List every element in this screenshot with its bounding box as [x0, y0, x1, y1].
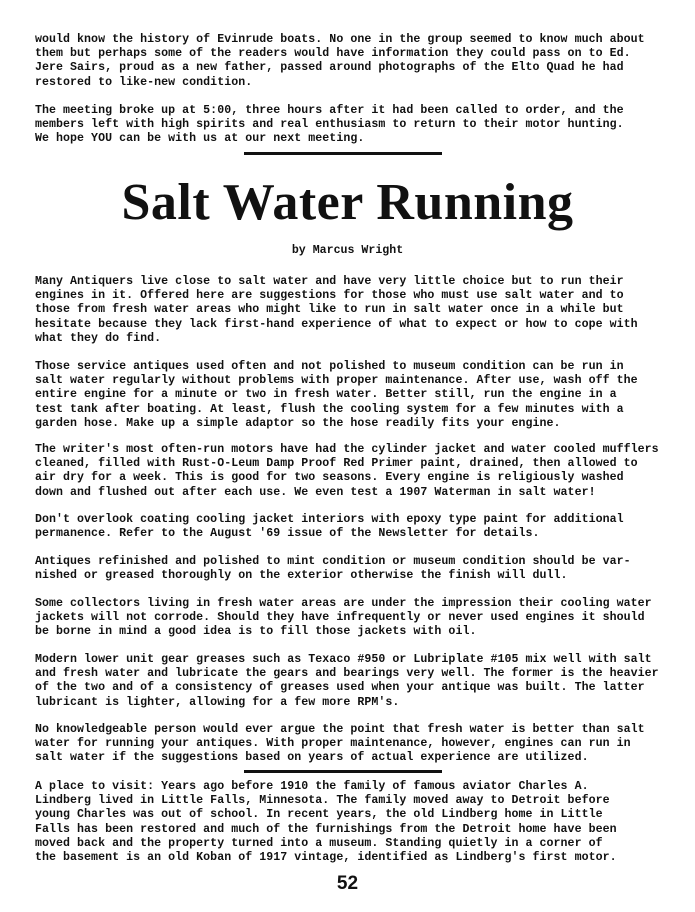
intro-paragraph-1: would know the history of Evinrude boats. No one in the group seemed to know much about them but perhaps some of the readers would have information they could pass on to Ed. Jere Sairs, proud as a new father, passed around photographs of the Elto Quad he had restored to like-new condition. [35, 33, 645, 89]
body-paragraph-5: Antiques refinished and polished to mint condition or museum condition should be var- nished or greased thoroughly on the exterior otherwise the finish will dull. [35, 555, 631, 583]
body-paragraph-3: The writer's most often-run motors have had the cylinder jacket and water cooled mufflers cleaned, filled with Rust-O-Leum Damp Proof Red Primer paint, drained, then allowed to air dry for a week. This is good for two seasons. Every engine is religiously washed down and flushed out after each use. We even test a 1907 Waterman in salt water! [35, 443, 659, 499]
body-paragraph-6: Some collectors living in fresh water areas are under the impression their cooling water jackets will not corrode. Should they have infrequently or never used engines it should be borne in mind a good idea is to fill those jackets with oil. [35, 597, 652, 639]
body-paragraph-2: Those service antiques used often and not polished to museum condition can be run in salt water regularly without problems with proper maintenance. After use, wash off the entire engine for a minute or two in fresh water. Better still, run the engine in a test tank after boating. At least, flush the cooling system for a few minutes with a garden hose. Make up a simple adaptor so the hose readily fits your engine. [35, 360, 638, 430]
article-byline: by Marcus Wright [291, 244, 404, 257]
page-number: 52 [336, 873, 359, 894]
body-paragraph-1: Many Antiquers live close to salt water and have very little choice but to run their engines in it. Offered here are suggestions for those who must use salt water and to those from fresh water areas who might like to run in salt water once in a while but hesitate because they lack first-hand experience of what to expect or how to cope with what they do find. [35, 275, 638, 345]
section-divider-bottom [244, 770, 442, 773]
body-paragraph-8: No knowledgeable person would ever argue the point that fresh water is better than salt water for running your antiques. With proper maintenance, however, engines can run in salt water if the suggestions based on years of actual experience are utilized. [35, 723, 645, 765]
article-title: Salt Water Running [121, 174, 574, 231]
sidebar-note: A place to visit: Years ago before 1910 the family of famous aviator Charles A. Lindberg lived in Little Falls, Minnesota. The family moved away to Detroit before young Charles was out of school. In recent years, the old Lindberg home in Little Falls has been restored and much of the furnishings from the Detroit home have been moved back and the property turned into a museum. Standing quietly in a corner of the basement is an old Koban of 1917 vintage, identified as Lindberg's first motor. [35, 780, 617, 865]
intro-paragraph-2: The meeting broke up at 5:00, three hours after it had been called to order, and the members left with high spirits and real enthusiasm to return to their motor hunting. We hope YOU can be with us at our next meeting. [35, 104, 624, 146]
body-paragraph-7: Modern lower unit gear greases such as Texaco #950 or Lubriplate #105 mix well with salt and fresh water and lubricate the gears and bearings very well. The former is the heavier of the two and of a consistency of greases used when your antique was built. The latter lubricant is lighter, allowing for a few more RPM's. [35, 653, 659, 709]
body-paragraph-4: Don't overlook coating cooling jacket interiors with epoxy type paint for additional permanence. Refer to the August '69 issue of the Newsletter for details. [35, 513, 624, 541]
section-divider-top [244, 152, 442, 155]
